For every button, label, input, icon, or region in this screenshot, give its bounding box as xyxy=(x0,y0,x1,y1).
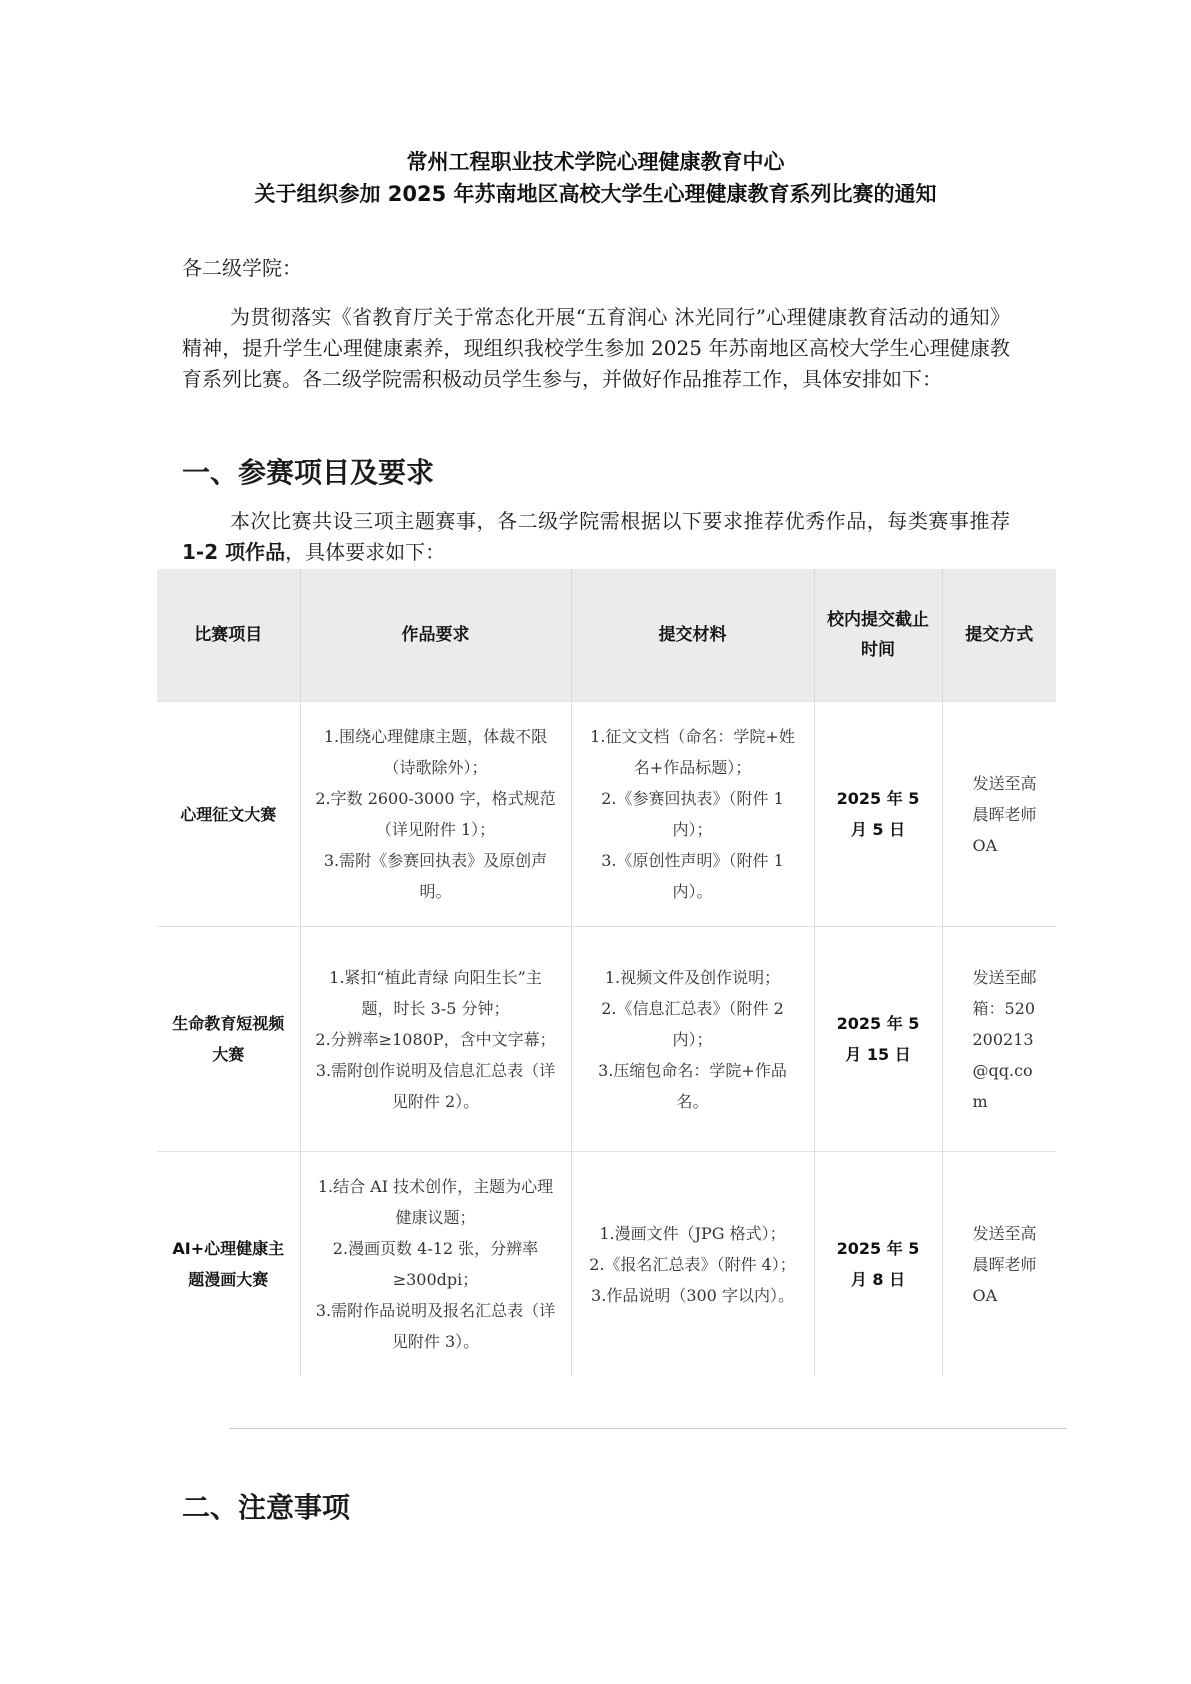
requirement-line: 2.字数 2600-3000 字，格式规范（详见附件 1）； xyxy=(315,789,556,839)
header-method: 提交方式 xyxy=(942,569,1056,702)
requirement-line: 1.围绕心理健康主题，体裁不限（诗歌除外）； xyxy=(323,727,548,777)
cell-deadline: 2025 年 5 月 5 日 xyxy=(814,702,942,927)
requirement-line: 1.紧扣“植此青绿 向阳生长”主题，时长 3-5 分钟； xyxy=(329,967,542,1018)
material-line: 1.征文文档（命名：学院+姓名+作品标题）； xyxy=(590,727,795,777)
material-line: 2.《报名汇总表》（附件 4）； xyxy=(589,1254,796,1274)
document-title xyxy=(0,146,1191,210)
table-row xyxy=(157,702,1056,927)
cell-requirements xyxy=(300,927,571,1152)
cell-deadline: 2025 年 5 月 15 日 xyxy=(814,927,942,1152)
cell-name: 心理征文大赛 xyxy=(157,702,300,927)
intro-paragraph: 为贯彻落实《省教育厅关于常态化开展“五育润心 沐光同行”心理健康教育活动的通知》精神，提升学生心理健康素养，现组织我校学生参加 2025 年苏南地区高校大学生心理健康教育系列比赛。各二级学院需积极动员学生参与，并做好作品推荐工作，具体安排如下： xyxy=(182,305,1010,391)
table-intro-bold: 1-2 项作品 xyxy=(182,540,286,564)
competition-table xyxy=(157,569,1056,1376)
cell-name: AI+心理健康主题漫画大赛 xyxy=(157,1152,300,1377)
material-line: 3.作品说明（300 字以内）。 xyxy=(591,1285,794,1305)
header-deadline: 校内提交截止时间 xyxy=(814,569,942,702)
table-header-row xyxy=(157,569,1056,702)
cell-requirements xyxy=(300,1152,571,1377)
cell-requirements xyxy=(300,702,571,927)
cell-method: 发送至高晨晖老师 OA xyxy=(942,702,1056,927)
requirement-line: 3.需附创作说明及信息汇总表（详见附件 2）。 xyxy=(315,1060,556,1111)
title-line-1: 常州工程职业技术学院心理健康教育中心 xyxy=(406,150,785,174)
material-line: 2.《参赛回执表》（附件 1 内）； xyxy=(601,789,784,839)
material-line: 2.《信息汇总表》（附件 2 内）； xyxy=(601,998,784,1049)
section-heading-1: 一、参赛项目及要求 xyxy=(182,456,435,489)
horizontal-divider xyxy=(230,1428,1066,1429)
material-line: 3.压缩包命名：学院+作品名。 xyxy=(598,1060,787,1111)
material-line: 3.《原创性声明》（附件 1 内）。 xyxy=(601,851,784,901)
requirement-line: 2.分辨率≥1080P，含中文字幕； xyxy=(315,1029,556,1049)
cell-materials xyxy=(571,702,814,927)
header-materials: 提交材料 xyxy=(571,569,814,702)
table-intro-text: 本次比赛共设三项主题赛事，各二级学院需根据以下要求推荐优秀作品，每类赛事推荐 xyxy=(230,509,1010,533)
cell-method: 发送至邮箱：520200213@qq.com xyxy=(942,927,1056,1152)
cell-deadline: 2025 年 5 月 8 日 xyxy=(814,1152,942,1377)
table-intro-tail: ，具体要求如下： xyxy=(285,540,446,564)
requirement-line: 1.结合 AI 技术创作，主题为心理健康议题； xyxy=(317,1177,554,1227)
table-row xyxy=(157,927,1056,1152)
material-line: 1.视频文件及创作说明； xyxy=(604,967,781,987)
requirement-line: 3.需附作品说明及报名汇总表（详见附件 3）。 xyxy=(315,1301,556,1351)
material-line: 1.漫画文件（JPG 格式）； xyxy=(599,1223,786,1243)
table-intro-paragraph xyxy=(182,506,1010,568)
requirement-line: 2.漫画页数 4-12 张，分辨率≥300dpi； xyxy=(332,1239,539,1289)
cell-method: 发送至高晨晖老师 OA xyxy=(942,1152,1056,1377)
salutation: 各二级学院： xyxy=(182,256,302,280)
header-requirements: 作品要求 xyxy=(300,569,571,702)
cell-materials xyxy=(571,927,814,1152)
title-line-2: 关于组织参加 2025 年苏南地区高校大学生心理健康教育系列比赛的通知 xyxy=(254,182,937,206)
requirement-line: 3.需附《参赛回执表》及原创声明。 xyxy=(323,851,548,901)
section-heading-2: 二、注意事项 xyxy=(182,1491,351,1524)
table-row xyxy=(157,1152,1056,1377)
cell-materials xyxy=(571,1152,814,1377)
header-item: 比赛项目 xyxy=(157,569,300,702)
cell-name: 生命教育短视频大赛 xyxy=(157,927,300,1152)
